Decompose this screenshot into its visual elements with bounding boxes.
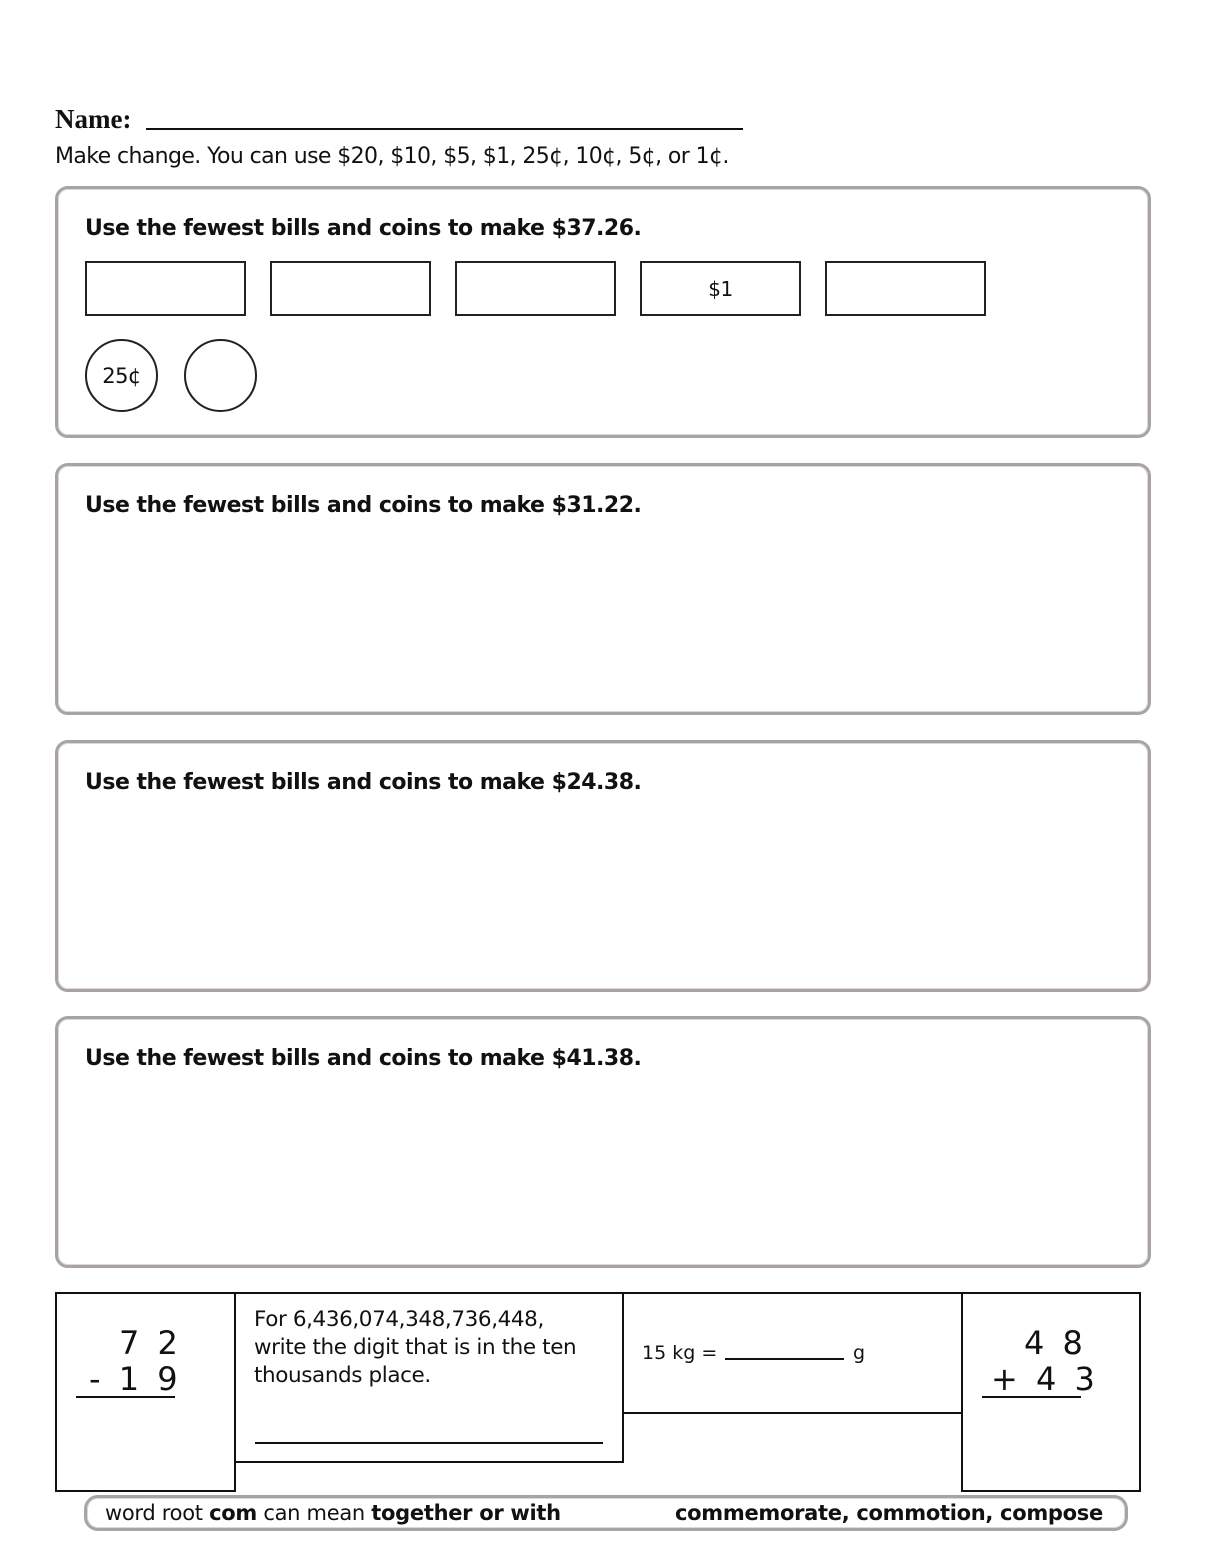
addition-rule xyxy=(982,1396,1081,1398)
place-value-question: For 6,436,074,348,736,448, write the digit that is in the ten thousands place. xyxy=(254,1307,577,1388)
subtraction-top: 7 2 xyxy=(119,1324,182,1362)
conversion-answer-line[interactable] xyxy=(725,1358,844,1360)
conversion-prompt: 15 kg = xyxy=(642,1342,718,1364)
problem-3-panel[interactable] xyxy=(55,740,1151,992)
bill-box[interactable] xyxy=(85,261,246,316)
subtraction-bottom: - 1 9 xyxy=(89,1360,182,1398)
instructions: Make change. You can use $20, $10, $5, $1, 25¢, 10¢, 5¢, or 1¢. xyxy=(55,144,729,169)
addition-bottom: + 4 3 xyxy=(991,1360,1099,1398)
name-line[interactable] xyxy=(146,128,743,130)
name-label: Name: xyxy=(55,104,132,134)
problem-prompt: Use the fewest bills and coins to make $37.26. xyxy=(85,216,642,241)
coin-circle[interactable] xyxy=(184,339,257,412)
problem-4-panel[interactable] xyxy=(55,1016,1151,1268)
word-root-label: word root xyxy=(105,1501,203,1525)
problem-prompt: Use the fewest bills and coins to make $24.38. xyxy=(85,770,642,795)
problem-prompt: Use the fewest bills and coins to make $41.38. xyxy=(85,1046,642,1071)
word-root-examples: commemorate, commotion, compose xyxy=(675,1501,1103,1525)
word-root-bar xyxy=(84,1495,1128,1531)
word-root-mid: can mean xyxy=(263,1501,365,1525)
problem-prompt: Use the fewest bills and coins to make $31.22. xyxy=(85,493,642,518)
problem-1-panel xyxy=(55,186,1151,438)
bill-box[interactable] xyxy=(825,261,986,316)
place-value-answer-line[interactable] xyxy=(255,1442,603,1444)
coin-circle[interactable]: 25¢ xyxy=(85,339,158,412)
addition-top: 4 8 xyxy=(1024,1324,1087,1362)
bill-box[interactable] xyxy=(455,261,616,316)
word-root-meaning: together or with xyxy=(371,1501,561,1525)
bill-box[interactable] xyxy=(270,261,431,316)
subtraction-rule xyxy=(76,1396,175,1398)
word-root-definition xyxy=(105,1501,561,1525)
conversion-unit: g xyxy=(853,1342,866,1364)
problem-2-panel[interactable] xyxy=(55,463,1151,715)
word-root: com xyxy=(209,1501,257,1525)
bill-box[interactable]: $1 xyxy=(640,261,801,316)
